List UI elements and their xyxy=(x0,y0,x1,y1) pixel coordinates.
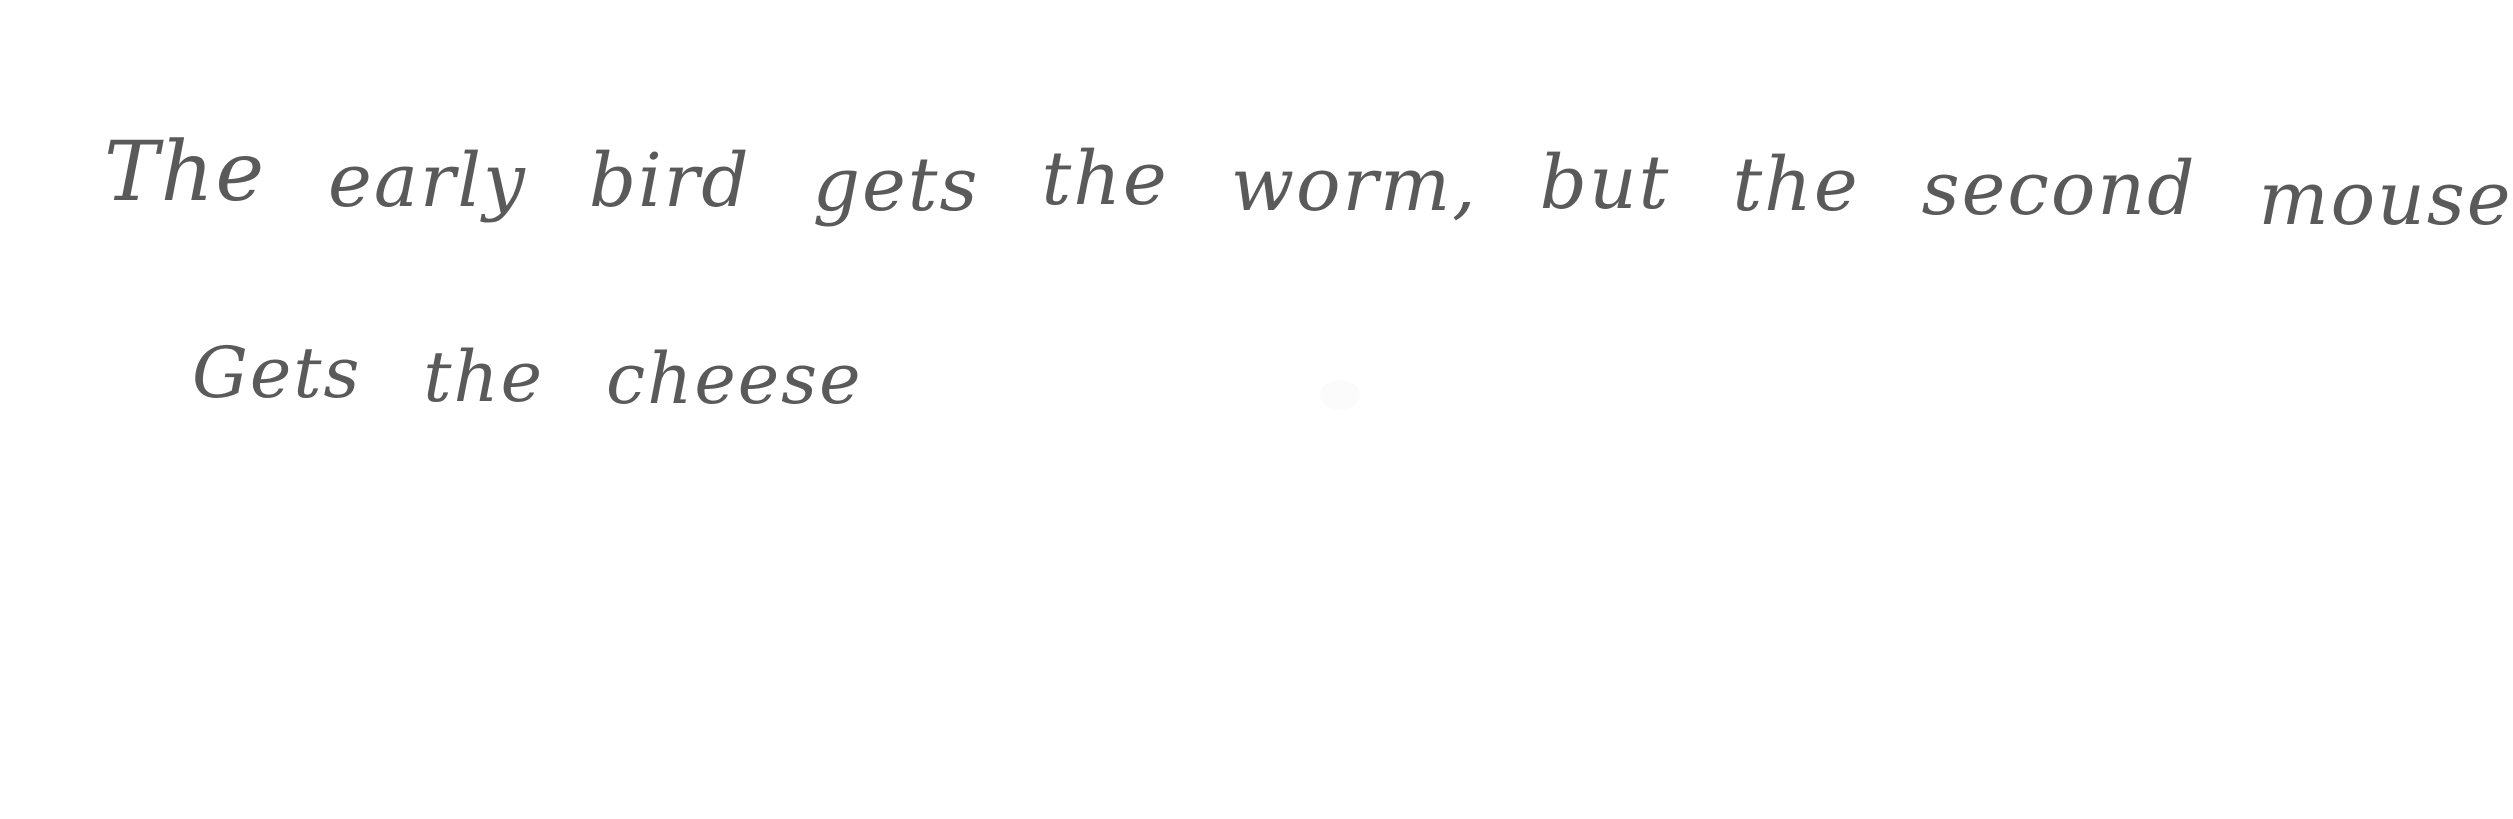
word: cheese xyxy=(606,338,863,420)
word: mouse xyxy=(2258,156,2513,242)
word: Gets xyxy=(192,332,362,414)
word: second xyxy=(1921,146,2197,232)
handwritten-line-1 xyxy=(104,125,2513,242)
word: gets xyxy=(812,142,980,228)
word: the xyxy=(423,336,545,418)
paper-smudge xyxy=(1320,380,1360,410)
word: the xyxy=(1041,136,1169,222)
word: bird xyxy=(588,138,751,224)
word: but xyxy=(1539,140,1671,226)
handwritten-line-2 xyxy=(192,332,863,420)
word: early xyxy=(328,138,527,224)
word: the xyxy=(1732,142,1860,228)
word: worm, xyxy=(1230,142,1478,228)
word: The xyxy=(104,125,267,220)
